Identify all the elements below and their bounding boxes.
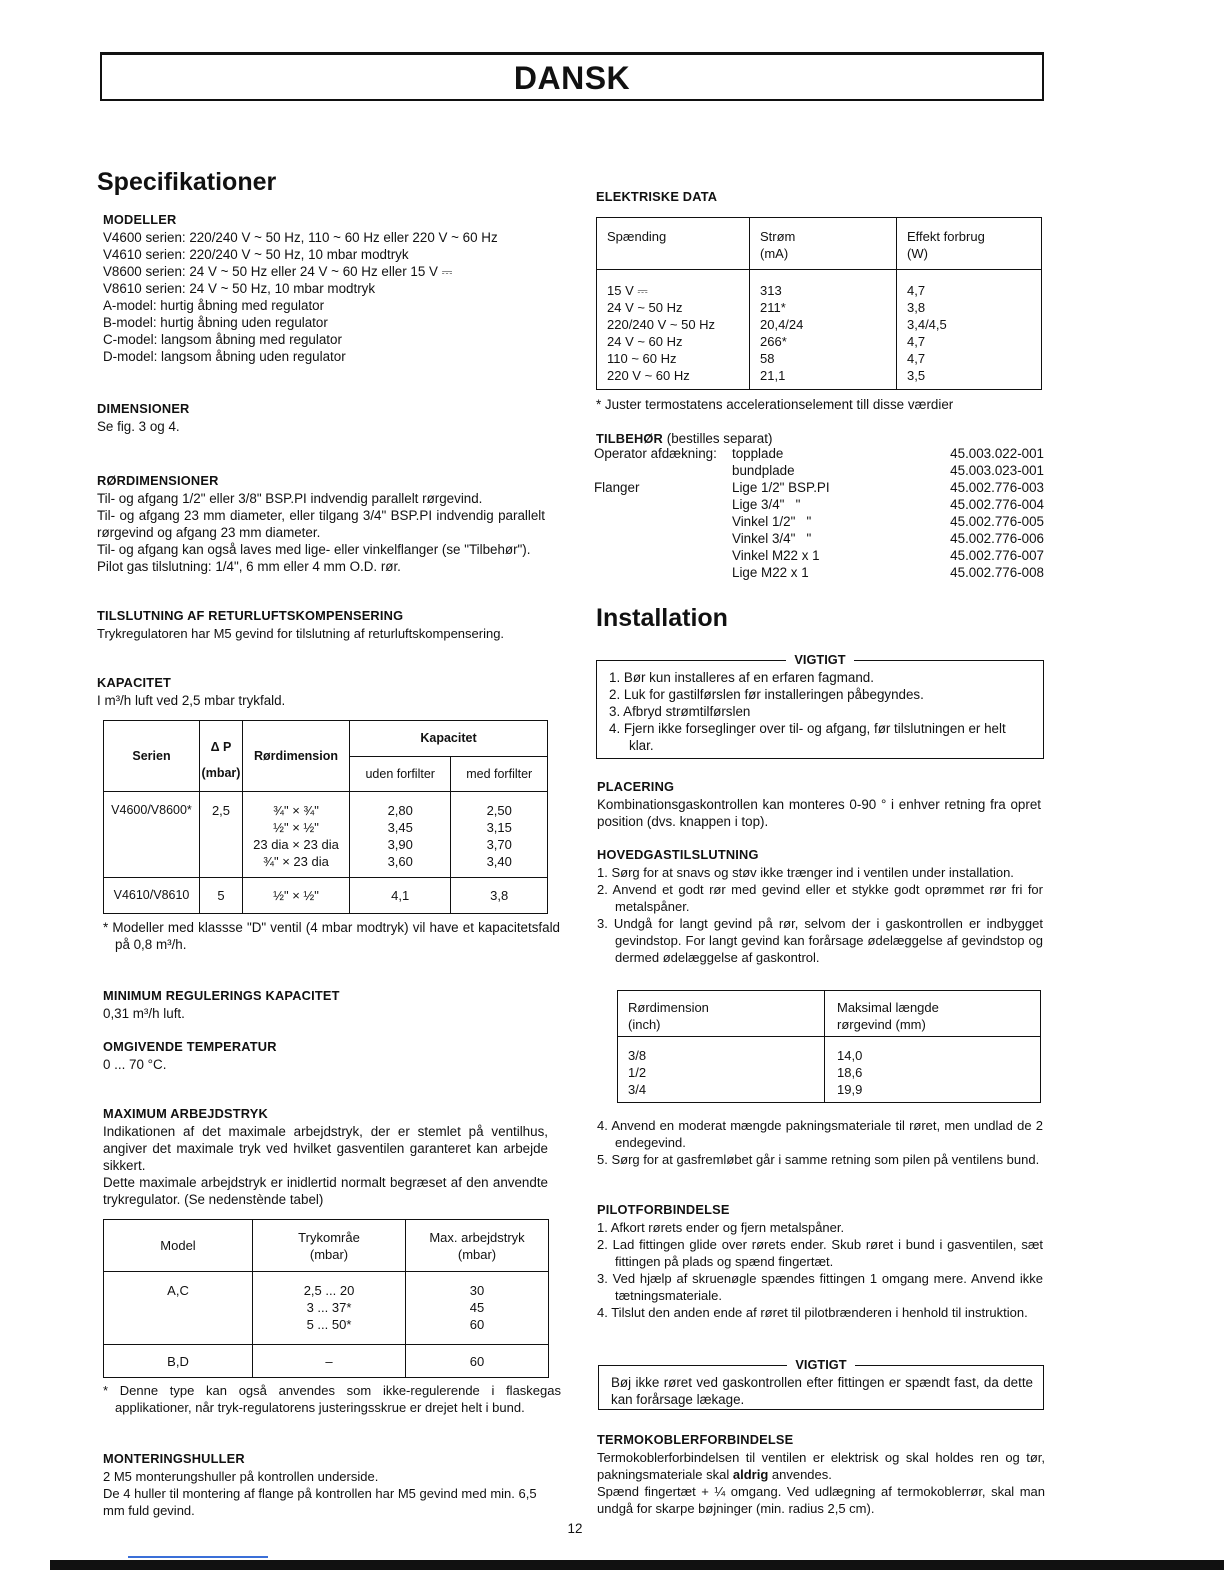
- tilbehor-item: bundplade: [732, 463, 795, 478]
- tilbehor-code: 45.002.776-004: [950, 497, 1044, 512]
- vigtigt-title-text: VIGTIGT: [786, 652, 853, 667]
- vigtigt-list: [609, 669, 1033, 754]
- montering-p1: 2 M5 monterungshuller på kontrollen underside.: [103, 1469, 379, 1484]
- elektriske-table: [596, 217, 1042, 390]
- inch-value: 1/2: [628, 1065, 647, 1080]
- th-dp-unit: (mbar): [200, 757, 243, 792]
- heading-minreg: MINIMUM REGULERINGS KAPACITET: [103, 988, 340, 1003]
- kapacitet-table: [103, 720, 548, 914]
- heading-dimensioner: DIMENSIONER: [97, 401, 190, 416]
- dimensioner-text: Se fig. 3 og 4.: [97, 419, 180, 434]
- cell-max: 60: [406, 1345, 549, 1378]
- heading-returluft: TILSLUTNING AF RETURLUFTSKOMPENSERING: [97, 608, 404, 623]
- effekt-value: 3,4/4,5: [907, 317, 947, 332]
- th-kapacitet: Kapacitet: [350, 721, 548, 757]
- tilbehor-row: [594, 445, 1044, 462]
- cell-trykomrade: –: [253, 1345, 406, 1378]
- footer-bar: [50, 1560, 1224, 1570]
- spaending-value: 220 V ~ 60 Hz: [607, 368, 690, 383]
- termo-text: [597, 1449, 1045, 1517]
- tryk-value: 5 ... 50*: [306, 1317, 352, 1332]
- heading-montering: MONTERINGSHULLER: [103, 1451, 245, 1466]
- heading-pilot: PILOTFORBINDELSE: [597, 1202, 730, 1217]
- modeller-line: C-model: langsom åbning med regulator: [103, 332, 342, 347]
- med-value: 3,40: [486, 854, 512, 869]
- max-value: 60: [469, 1317, 485, 1332]
- section-title-specifikationer: Specifikationer: [97, 168, 277, 196]
- cell-dp: 2,5: [200, 792, 243, 878]
- th-rordimension: Rørdimension: [243, 721, 350, 792]
- spaending-value: 24 V ~ 60 Hz: [607, 334, 683, 349]
- th-uden-forfilter: uden forfilter: [350, 757, 451, 792]
- maxtryk-p1: Indikationen af det maximale arbejdstryk, der er stemlet på ventilhus, angiver det maximale tryk ved hvilket gasventilen garanteret kan arbejde sikkert.: [103, 1124, 548, 1173]
- cell-inch: [618, 1037, 825, 1103]
- tilbehor-code: 45.003.022-001: [950, 446, 1044, 461]
- th-max-label: Max. arbejdstryk: [429, 1229, 525, 1245]
- hovedgas-list-2: [597, 1117, 1043, 1168]
- placering-text: Kombinationsgaskontrollen kan monteres 0-90 ° i enhver retning fra opret position (dvs. knappen i top).: [597, 797, 1041, 829]
- heading-hovedgas: HOVEDGASTILSLUTNING: [597, 847, 759, 862]
- footer-accent-line: [128, 1556, 268, 1558]
- effekt-value: 4,7: [907, 334, 926, 349]
- heading-termo: TERMOKOBLERFORBINDELSE: [597, 1432, 794, 1447]
- th-serien: Serien: [104, 721, 200, 792]
- heading-tilbehor: TILBEHØR: [596, 431, 664, 446]
- cell-med: [451, 792, 548, 878]
- modeller-line: V8600 serien: 24 V ~ 50 Hz eller 24 V ~ 60 Hz eller 15 V ⎓: [103, 264, 453, 279]
- strom-value: 58: [760, 351, 775, 366]
- strom-value: 211*: [760, 300, 786, 315]
- hovedgas-item: 3. Undgå for langt gevind på rør, selvom der i gaskontrollen er indbygget gevindstop. For langt gevind kan forårsage ødelæggelse af gevindstop og dermed ødelæggelse af gaskontrol.: [597, 916, 1043, 965]
- hovedgas-list: [597, 864, 1043, 966]
- cell-rordimension: [243, 792, 350, 878]
- th-unit: (inch): [628, 1017, 661, 1032]
- th-strom-unit: (mA): [760, 246, 789, 261]
- cell-strom: [750, 270, 897, 390]
- rordimensioner-p2: Til- og afgang 23 mm diameter, eller tilgang 3/4" BSP.PI indvendig parallelt rørgevind og afgang 23 mm diameter.: [97, 508, 545, 540]
- th-spaending: Spænding: [597, 218, 750, 270]
- uden-value: 3,90: [387, 837, 413, 852]
- page-banner: DANSK: [100, 52, 1044, 101]
- vigtigt-item: 3. Afbryd strømtilførslen: [609, 704, 751, 719]
- ror-value: ¾" × ¾": [273, 803, 319, 818]
- tilbehor-code: 45.002.776-008: [950, 565, 1044, 580]
- tilbehor-item: Vinkel 3/4" ": [732, 531, 812, 546]
- vigtigt-item: 4. Fjern ikke forseglinger over til- og afgang, før tilslutningen er helt klar.: [609, 721, 1006, 753]
- hovedgas-item: 4. Anvend en moderat mængde pakningsmateriale til røret, men undlad de 2 endegevind.: [597, 1118, 1043, 1150]
- tilbehor-item: Lige 1/2" BSP.PI: [732, 480, 830, 495]
- tilbehor-row: [594, 547, 1044, 564]
- tilbehor-code: 45.002.776-005: [950, 514, 1044, 529]
- tilbehor-item: Lige 3/4" ": [732, 497, 801, 512]
- maxtryk-p2: Dette maximale arbejdstryk er inidlertid normalt begræset af den anvendte trykregulator. (Se nedenstènde tabel): [103, 1175, 548, 1207]
- vigtigt-title: [599, 1356, 1043, 1373]
- max-value: 45: [469, 1300, 485, 1315]
- kapacitet-text: I m³/h luft ved 2,5 mbar trykfald.: [97, 693, 286, 708]
- th-label: Rørdimension: [628, 1000, 709, 1015]
- modeller-line: B-model: hurtig åbning uden regulator: [103, 315, 328, 330]
- max-value: 30: [469, 1283, 485, 1298]
- ror-value: ½" × ½": [273, 820, 319, 835]
- mm-value: 19,9: [837, 1082, 863, 1097]
- tilbehor-cat: [594, 530, 732, 547]
- th-unit: rørgevind (mm): [837, 1017, 926, 1032]
- tilbehor-cat: [594, 547, 732, 564]
- mm-value: 14,0: [837, 1048, 863, 1063]
- temp-text: 0 ... 70 °C.: [103, 1057, 167, 1072]
- rordimensioner-p4: Pilot gas tilslutning: 1/4", 6 mm eller 4 mm O.D. rør.: [97, 559, 401, 574]
- vigtigt-item: 2. Luk for gastilførslen før installeringen påbegyndes.: [609, 687, 924, 702]
- modeller-line: V4610 serien: 220/240 V ~ 50 Hz, 10 mbar modtryk: [103, 247, 409, 262]
- cell-model: A,C: [104, 1272, 253, 1345]
- tryk-value: 2,5 ... 20: [303, 1283, 355, 1298]
- tilbehor-cat: [594, 513, 732, 530]
- tilbehor-cat: Operator afdækning:: [594, 446, 717, 461]
- tilbehor-row: [594, 479, 1044, 496]
- cell-max: [406, 1272, 549, 1345]
- tilbehor-row: [594, 462, 1044, 479]
- strom-value: 313: [760, 283, 782, 298]
- hovedgas-item: 2. Anvend et godt rør med gevind eller et stykke godt oprømmet rør fri for metalspåner.: [597, 882, 1043, 914]
- cell-serien: V4610/V8610: [104, 878, 200, 914]
- effekt-value: 4,7: [907, 283, 926, 298]
- th-max-unit: (mbar): [457, 1246, 497, 1262]
- pilot-list: [597, 1219, 1043, 1321]
- tilbehor-item: Lige M22 x 1: [732, 565, 809, 580]
- strom-value: 266*: [760, 334, 787, 349]
- modeller-line: V4600 serien: 220/240 V ~ 50 Hz, 110 ~ 60 Hz eller 220 V ~ 60 Hz: [103, 230, 498, 245]
- modeller-list: [103, 229, 498, 365]
- pilot-item: 4. Tilslut den anden ende af røret til pilotbrænderen i henhold til instruktion.: [597, 1305, 1028, 1320]
- termo-p1c: anvendes.: [768, 1467, 832, 1482]
- cell-dp: 5: [200, 878, 243, 914]
- uden-value: 2,80: [387, 803, 413, 818]
- th-maksimal-laengde: [825, 991, 1041, 1037]
- mm-value: 18,6: [837, 1065, 863, 1080]
- termo-p2: Spænd fingertæt + ¼ omgang. Ved udlægning af termokoblerrør, skal man undgå for skarpe bøjninger (min. radius 2,5 cm).: [597, 1484, 1045, 1516]
- modeller-line: A-model: hurtig åbning med regulator: [103, 298, 325, 313]
- tilbehor-cat: [594, 564, 732, 581]
- med-value: 3,15: [486, 820, 512, 835]
- pilot-item: 2. Lad fittingen glide over rørets ender. Skub røret i bund i gasventilen, sæt fittingen på plads og spænd fingertæt.: [597, 1237, 1043, 1269]
- spaending-value: 15 V ⎓: [607, 283, 648, 298]
- vigtigt-title: [597, 651, 1043, 668]
- tilbehor-code: 45.002.776-003: [950, 480, 1044, 495]
- effekt-value: 3,5: [907, 368, 926, 383]
- pilot-item: 3. Ved hjælp af skruenøgle spændes fittingen 1 omgang mere. Anvend ikke tætningsmateriale.: [597, 1271, 1043, 1303]
- th-label: Maksimal længde: [837, 1000, 939, 1015]
- tilbehor-table: [594, 445, 1044, 581]
- th-effekt-label: Effekt forbrug: [907, 229, 985, 244]
- cell-mm: [825, 1037, 1041, 1103]
- heading-rordimensioner: RØRDIMENSIONER: [97, 473, 219, 488]
- tilbehor-cat: [594, 496, 732, 513]
- cell-spaending: [597, 270, 750, 390]
- cell-rordimension: ½" × ½": [243, 878, 350, 914]
- med-value: 3,70: [486, 837, 512, 852]
- med-value: 2,50: [486, 803, 512, 818]
- maxtryk-text: [103, 1123, 548, 1208]
- rorgevind-table: [617, 990, 1041, 1103]
- spaending-value: 110 ~ 60 Hz: [607, 351, 677, 366]
- th-med-forfilter: med forfilter: [451, 757, 548, 792]
- effekt-value: 3,8: [907, 300, 926, 315]
- tilbehor-code: 45.003.023-001: [950, 463, 1044, 478]
- hovedgas-item: 1. Sørg for at snavs og støv ikke trænger ind i ventilen under installation.: [597, 865, 1014, 880]
- modeller-line: V8610 serien: 24 V ~ 50 Hz, 10 mbar modtryk: [103, 281, 376, 296]
- tilbehor-cat: Flanger: [594, 480, 640, 495]
- tilbehor-item: Vinkel 1/2" ": [732, 514, 812, 529]
- rordimensioner-p3: Til- og afgang kan også laves med lige- eller vinkelflanger (se "Tilbehør").: [97, 542, 531, 557]
- cell-effekt: [897, 270, 1042, 390]
- th-effekt-unit: (W): [907, 246, 928, 261]
- kapacitet-note: * Modeller med klassse "D" ventil (4 mbar modtryk) vil have et kapacitetsfald på 0,8 m³/h.: [103, 920, 560, 952]
- th-rordimension-inch: [618, 991, 825, 1037]
- maxtryk-note: * Denne type kan også anvendes som ikke-regulerende i flaskegas applikationer, når tryk-regulatorens justeringsskrue er drejet helt i bund.: [103, 1383, 561, 1415]
- cell-uden: [350, 792, 451, 878]
- tilbehor-cat: [594, 462, 732, 479]
- maxtryk-table: [103, 1219, 549, 1378]
- montering-text: [103, 1468, 551, 1519]
- tilbehor-code: 45.002.776-006: [950, 531, 1044, 546]
- inch-value: 3/8: [628, 1048, 647, 1063]
- inch-value: 3/4: [628, 1082, 647, 1097]
- heading-elektriske: ELEKTRISKE DATA: [596, 189, 718, 204]
- ror-value: ¾" × 23 dia: [263, 854, 329, 869]
- cell-med: 3,8: [451, 878, 548, 914]
- th-model: Model: [104, 1220, 253, 1272]
- minreg-text: 0,31 m³/h luft.: [103, 1006, 185, 1021]
- th-max-arbejdstryk: [406, 1220, 549, 1272]
- spaending-value: 24 V ~ 50 Hz: [607, 300, 683, 315]
- uden-value: 3,60: [387, 854, 413, 869]
- ror-value: 23 dia × 23 dia: [253, 837, 339, 852]
- termo-p1a: Termokoblerforbindelsen til ventilen er elektrisk og skal holdes ren og tør, pakningsmateriale skal: [597, 1450, 1045, 1482]
- elektriske-note: * Juster termostatens accelerationselement till disse værdier: [596, 397, 954, 412]
- montering-p2: De 4 huller til montering af flange på kontrollen har M5 gevind med min. 6,5 mm fuld gevind.: [103, 1486, 537, 1518]
- th-trykomrade: [253, 1220, 406, 1272]
- heading-maxtryk: MAXIMUM ARBEJDSTRYK: [103, 1106, 268, 1121]
- vigtigt-text: Bøj ikke røret ved gaskontrollen efter fittingen er spændt fast, da dette kan forårsage lækage.: [611, 1375, 1033, 1407]
- cell-serien: V4600/V8600*: [104, 792, 200, 878]
- termo-aldrig: aldrig: [732, 1467, 769, 1482]
- hovedgas-item: 5. Sørg for at gasfremløbet går i samme retning som pilen på ventilens bund.: [597, 1152, 1040, 1167]
- tryk-value: 3 ... 37*: [306, 1300, 352, 1315]
- tilbehor-row: [594, 564, 1044, 581]
- pilot-item: 1. Afkort rørets ender og fjern metalspåner.: [597, 1220, 845, 1235]
- tilbehor-row: [594, 513, 1044, 530]
- vigtigt-box-1: [596, 652, 1044, 759]
- tilbehor-heading-suffix: (bestilles separat): [663, 431, 773, 446]
- th-tryk-unit: (mbar): [309, 1246, 349, 1262]
- strom-value: 20,4/24: [760, 317, 804, 332]
- tilbehor-code: 45.002.776-007: [950, 548, 1044, 563]
- page-number: 12: [567, 1521, 583, 1536]
- tilbehor-row: [594, 496, 1044, 513]
- th-effekt: [897, 218, 1042, 270]
- uden-value: 3,45: [387, 820, 413, 835]
- effekt-value: 4,7: [907, 351, 926, 366]
- tilbehor-item: topplade: [732, 446, 784, 461]
- vigtigt-box-2: [598, 1357, 1044, 1410]
- th-dp: Δ P: [200, 721, 243, 757]
- rordimensioner-p1: Til- og afgang 1/2" eller 3/8" BSP.PI indvendig parallelt rørgevind.: [97, 491, 483, 506]
- heading-kapacitet: KAPACITET: [97, 675, 172, 690]
- heading-modeller: MODELLER: [103, 212, 177, 227]
- th-strom-label: Strøm: [760, 229, 796, 244]
- tilbehor-row: [594, 530, 1044, 547]
- spaending-value: 220/240 V ~ 50 Hz: [607, 317, 716, 332]
- vigtigt-item: 1. Bør kun installeres af en erfaren fagmand.: [609, 670, 874, 685]
- termo-p1: [597, 1449, 1045, 1483]
- rordimensioner-text: [97, 490, 545, 575]
- section-title-installation: Installation: [596, 604, 728, 632]
- cell-model: B,D: [104, 1345, 253, 1378]
- strom-value: 21,1: [760, 368, 786, 383]
- vigtigt-title-text: VIGTIGT: [787, 1357, 854, 1372]
- heading-placering: PLACERING: [597, 779, 675, 794]
- modeller-line: D-model: langsom åbning uden regulator: [103, 349, 346, 364]
- heading-temp: OMGIVENDE TEMPERATUR: [103, 1039, 277, 1054]
- tilbehor-item: Vinkel M22 x 1: [732, 548, 820, 563]
- cell-trykomrade: [253, 1272, 406, 1345]
- returluft-text: Trykregulatoren har M5 gevind for tilslutning af returluftskompensering.: [97, 626, 505, 641]
- th-tryk-label: Trykområe: [298, 1229, 360, 1245]
- cell-uden: 4,1: [350, 878, 451, 914]
- th-strom: [750, 218, 897, 270]
